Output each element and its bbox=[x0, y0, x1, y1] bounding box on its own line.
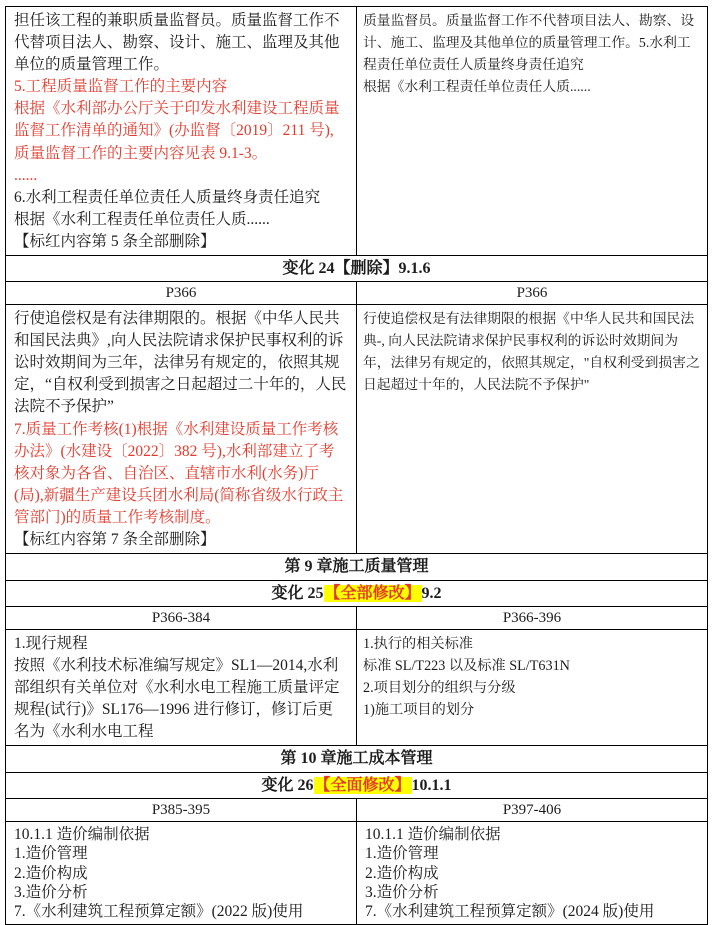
paragraph: 7.《水利建筑工程预算定额》(2024 版)使用 bbox=[365, 903, 655, 921]
chapter-9-title: 第 9 章施工质量管理 bbox=[284, 558, 429, 576]
paragraph-red: 根据《水利部办公厅关于印发水利建设工程质量监督工作清单的通知》(办监督〔2019〕211 号),质量监督工作的主要内容见表 9.1-3。 bbox=[14, 100, 340, 162]
section-4-right-cell bbox=[357, 822, 707, 923]
page-ref-old: P385-395 bbox=[6, 799, 357, 821]
section-4-left-cell bbox=[6, 822, 357, 923]
section-4-row bbox=[6, 821, 707, 923]
paragraph: 2.造价构成 bbox=[365, 864, 439, 882]
pages-row-24 bbox=[6, 281, 707, 304]
paragraph: 行使追偿权是有法律期限的。根据《中华人民共和国民法典》,向人民法院请求保护民事权利的诉讼时效期间为三年，法律另有规定的，依照其规定，“自权利受到损害之日起超过二十年的，人民法院不予保护” bbox=[14, 310, 347, 416]
chapter-10-header bbox=[6, 745, 707, 772]
paragraph: 根据《水利工程责任单位责任人质...... bbox=[363, 79, 591, 95]
paragraph: 2.造价构成 bbox=[14, 864, 88, 882]
paragraph: 1.造价管理 bbox=[365, 845, 439, 863]
section-3-right-cell bbox=[357, 630, 707, 745]
change-24-prefix: 变化 24 bbox=[282, 260, 335, 278]
paragraph: 3.造价分析 bbox=[14, 883, 88, 901]
paragraph: 行使追偿权是有法律期限的根据《中华人民共和国民法典-, 向人民法院请求保护民事权利的诉讼时效期间为年，法律另有规定的，依照其规定，"自权利受到损害之日起超过十年的，人民法院不予保护" bbox=[363, 311, 700, 393]
paragraph: 10.1.1 造价编制依据 bbox=[14, 826, 150, 844]
change-26-clause: 10.1.1 bbox=[411, 777, 452, 795]
change-25-clause: 9.2 bbox=[421, 585, 442, 603]
paragraph: 1)施工项目的划分 bbox=[363, 702, 475, 719]
pages-row-25 bbox=[6, 606, 707, 629]
change-25-highlight-tag: 【全部修改】 bbox=[324, 585, 421, 603]
section-2-row bbox=[6, 304, 707, 553]
chapter-10-title: 第 10 章施工成本管理 bbox=[280, 750, 433, 768]
paragraph: 1.造价管理 bbox=[14, 845, 88, 863]
paragraph: 质量监督员。质量监督工作不代替项目法人、勘察、设计、施工、监理及其他单位的质量管理工作。5.水利工程责任单位责任人质量终身责任追究 bbox=[363, 13, 695, 73]
section-1-left-cell bbox=[6, 7, 357, 255]
change-24-header bbox=[6, 255, 707, 281]
page-ref-new: P366 bbox=[516, 285, 548, 302]
page-ref-old: P366 bbox=[6, 282, 357, 304]
change-24-clause: 9.1.6 bbox=[398, 260, 431, 278]
comparison-table bbox=[5, 6, 708, 925]
paragraph: 根据《水利工程责任单位责任人质...... bbox=[14, 210, 270, 228]
change-25-header bbox=[6, 580, 707, 606]
section-1-right-cell bbox=[357, 7, 707, 255]
change-24-tag: 【删除】 bbox=[334, 260, 399, 278]
page-ref-new: P366-396 bbox=[502, 610, 562, 627]
paragraph: 1.执行的相关标准 bbox=[363, 636, 473, 653]
change-26-prefix: 变化 26 bbox=[261, 777, 314, 795]
paragraph: 【标红内容第 7 条全部删除】 bbox=[14, 530, 216, 548]
section-2-left-cell bbox=[6, 305, 357, 553]
change-26-header bbox=[6, 772, 707, 798]
pages-row-26 bbox=[6, 798, 707, 821]
change-26-highlight-tag: 【全面修改】 bbox=[314, 777, 411, 795]
paragraph: 10.1.1 造价编制依据 bbox=[365, 826, 501, 844]
paragraph: 标准 SL/T223 以及标准 SL/T631N bbox=[363, 658, 570, 675]
paragraph: 3.造价分析 bbox=[365, 883, 439, 901]
paragraph: 【标红内容第 5 条全部删除】 bbox=[14, 232, 216, 250]
page-ref-new: P397-406 bbox=[502, 802, 562, 819]
paragraph-red: ...... bbox=[14, 166, 38, 184]
paragraph: 1.现行规程 bbox=[14, 635, 88, 653]
paragraph: 7.《水利建筑工程预算定额》(2022 版)使用 bbox=[14, 903, 304, 921]
chapter-9-header bbox=[6, 553, 707, 580]
paragraph: 担任该工程的兼职质量监督员。质量监督工作不代替项目法人、勘察、设计、施工、监理及其他单位的质量管理工作。 bbox=[14, 12, 340, 74]
paragraph: 2.项目划分的组织与分级 bbox=[363, 680, 516, 697]
paragraph: 6.水利工程责任单位责任人质量终身责任追究 bbox=[14, 188, 321, 206]
section-1-row bbox=[6, 7, 707, 255]
section-3-row bbox=[6, 629, 707, 745]
section-2-right-cell bbox=[357, 305, 707, 553]
section-3-left-cell bbox=[6, 630, 357, 745]
change-25-prefix: 变化 25 bbox=[271, 585, 324, 603]
paragraph-red: 7.质量工作考核(1)根据《水利建设质量工作考核办法》(水建设〔2022〕382 号),水利部建立了考核对象为各省、自治区、直辖市水利(水务)厅(局),新疆生产建设兵团水利局(简称省级水行政主管部门)的质量工作考核制度。 bbox=[14, 420, 344, 526]
page-ref-old: P366-384 bbox=[6, 607, 357, 629]
paragraph-red: 5.工程质量监督工作的主要内容 bbox=[14, 78, 228, 96]
paragraph: 按照《水利技术标准编写规定》SL1—2014,水利部组织有关单位对《水利水电工程施工质量评定规程(试行)》SL176—1996 进行修订，修订后更名为《水利水电工程 bbox=[14, 657, 340, 741]
